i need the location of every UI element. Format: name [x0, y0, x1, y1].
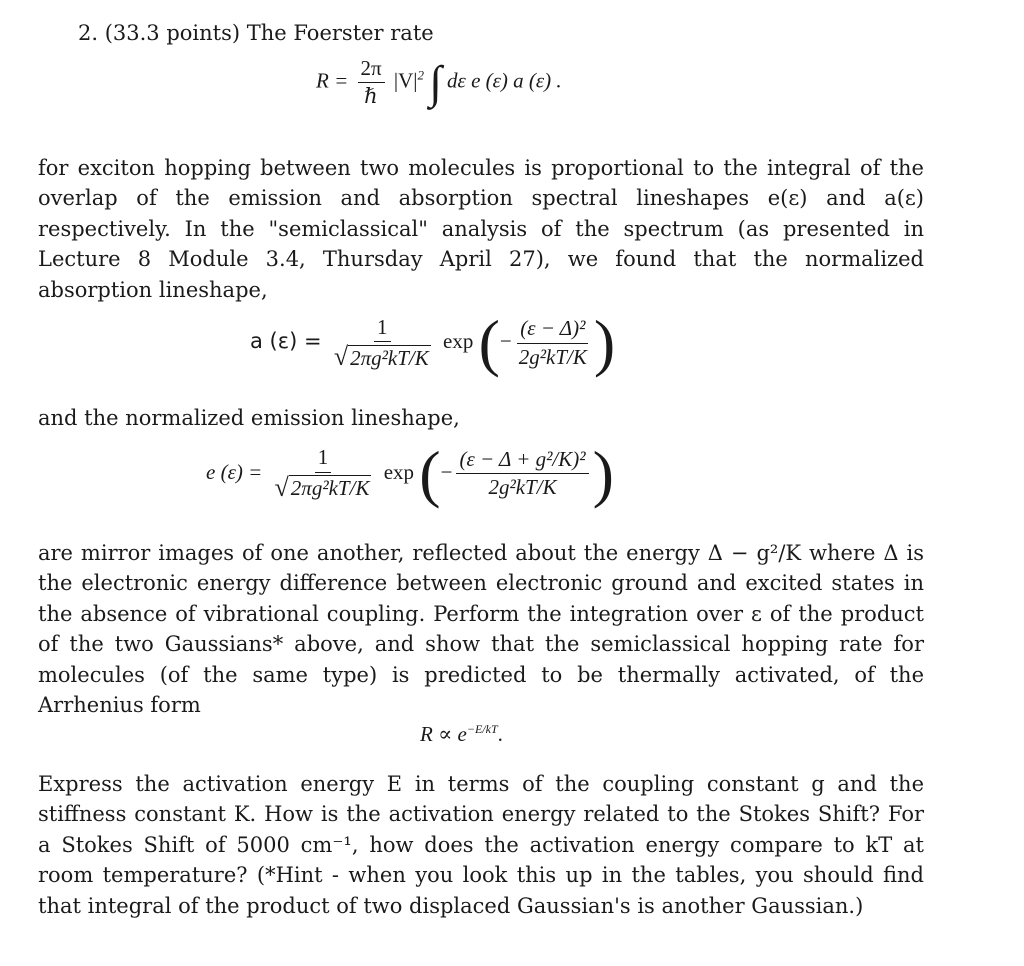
absorption-lhs: a (ε) =: [250, 328, 322, 353]
absorption-norm-num: 1: [374, 316, 391, 342]
absorption-exp: exp: [443, 328, 474, 353]
emission-exp: exp: [383, 459, 415, 484]
foerster-frac-num: 2π: [358, 57, 385, 83]
absorption-sqrt-arg: 2πg²kT/K: [350, 345, 429, 370]
absorption-inner-sign: −: [499, 328, 512, 353]
paragraph-2: and the normalized emission lineshape,: [38, 406, 460, 430]
arrhenius-end: .: [497, 721, 503, 746]
foerster-integrand: dε e (ε) a (ε) .: [447, 67, 562, 92]
emission-inner-num: (ε − Δ + g²/K)²: [456, 448, 588, 474]
paragraph-3: are mirror images of one another, reflected about the energy Δ − g²/K where Δ is the electronic energy difference between electronic ground and excited states in the absence of vibrational coupling. Perform the integration over ε of the product of the two Gaussians* above, and show that the semiclassical hopping rate for molecules (of the same type) is predicted to be thermally activated, of the Arrhenius form: [38, 540, 924, 717]
arrhenius-lhs: R ∝ e: [420, 721, 467, 746]
emission-lhs: e (ε) =: [206, 459, 263, 484]
integral-sign: ∫: [429, 55, 442, 107]
foerster-frac-den: ℏ: [364, 83, 378, 108]
paragraph-1: for exciton hopping between two molecules is proportional to the integral of the overlap of the emission and absorption spectral lineshapes e(ε) and a(ε) respectively. In the "semiclassical" analysis of the spectrum (as presented in Lecture 8 Module 3.4, Thursday April 27), we found that the normalized absorption lineshape,: [38, 155, 924, 302]
emission-inner-sign: −: [440, 459, 453, 484]
emission-inner-den: 2g²kT/K: [488, 475, 557, 499]
emission-sqrt-arg: 2πg²kT/K: [290, 476, 370, 501]
foerster-lhs: R =: [316, 67, 349, 92]
emission-norm-num: 1: [315, 446, 332, 472]
foerster-coupling-exp: 2: [417, 66, 424, 82]
problem-heading: 2. (33.3 points) The Foerster rate: [78, 21, 434, 45]
paragraph-4: Express the activation energy E in terms of the coupling constant g and the stiffness constant K. How is the activation energy related to the Stokes Shift? For a Stokes Shift of 5000 cm⁻¹, how does the activation energy compare to kT at room temperature? (*Hint - when you look this up in the tables, you should find that integral of the product of two displaced Gaussian's is another Gaussian.): [38, 771, 924, 918]
absorption-inner-den: 2g²kT/K: [518, 344, 587, 369]
problem-page: 2. (33.3 points) The Foerster rate R = $\frac{2\pi}{\text{ℏ}}$ $|V|^2$ ∫ dε e (ε) a (ε) . for exciton hopping between two molecules is proportional to the integral of the overlap of the emission and absorption spectral lineshapes e(ε) and a(ε) respectively. In the "semiclassical" analysis of the spectrum (as presented in Lecture 8 Module 3.4, Thursday April 27), we found that the normalized absorption lineshape, a (ε) = 1 √ 2πg²kT/K exp (− $\frac{\text{(ε − Δ)²}}{\text{2g²kT/K}}$ ) and the normalized emission lineshape, e (ε) = 1 √ 2πg²kT/K exp (− $\frac{\text{(ε − Δ + g²/K)²}}{\text{2g²kT/K}}$ ) are mirror images of one another, reflected about the energy Δ − g²/K where Δ is the electronic energy difference between electronic ground and excited states in the absence of vibrational coupling. Perform the integration over ε of the product of the two Gaussians* above, and show that the semiclassical hopping rate for molecules (of the same type) is predicted to be thermally activated, of the Arrhenius form $R \propto e^{-E/kT}$. Express the activation energy E in terms of the coupling constant g and the stiffness constant K. How is the activation energy related to the Stokes Shift? For a Stokes Shift of 5000 cm⁻¹, how does the activation energy compare to kT at room temperature? (*Hint - when you look this up in the tables, you should find that integral of the product of two displaced Gaussian's is another Gaussian.): [38, 18, 924, 921]
arrhenius-exponent: −E/kT: [466, 721, 498, 736]
foerster-coupling: |V|: [393, 67, 418, 92]
absorption-inner-num: (ε − Δ)²: [517, 317, 588, 343]
